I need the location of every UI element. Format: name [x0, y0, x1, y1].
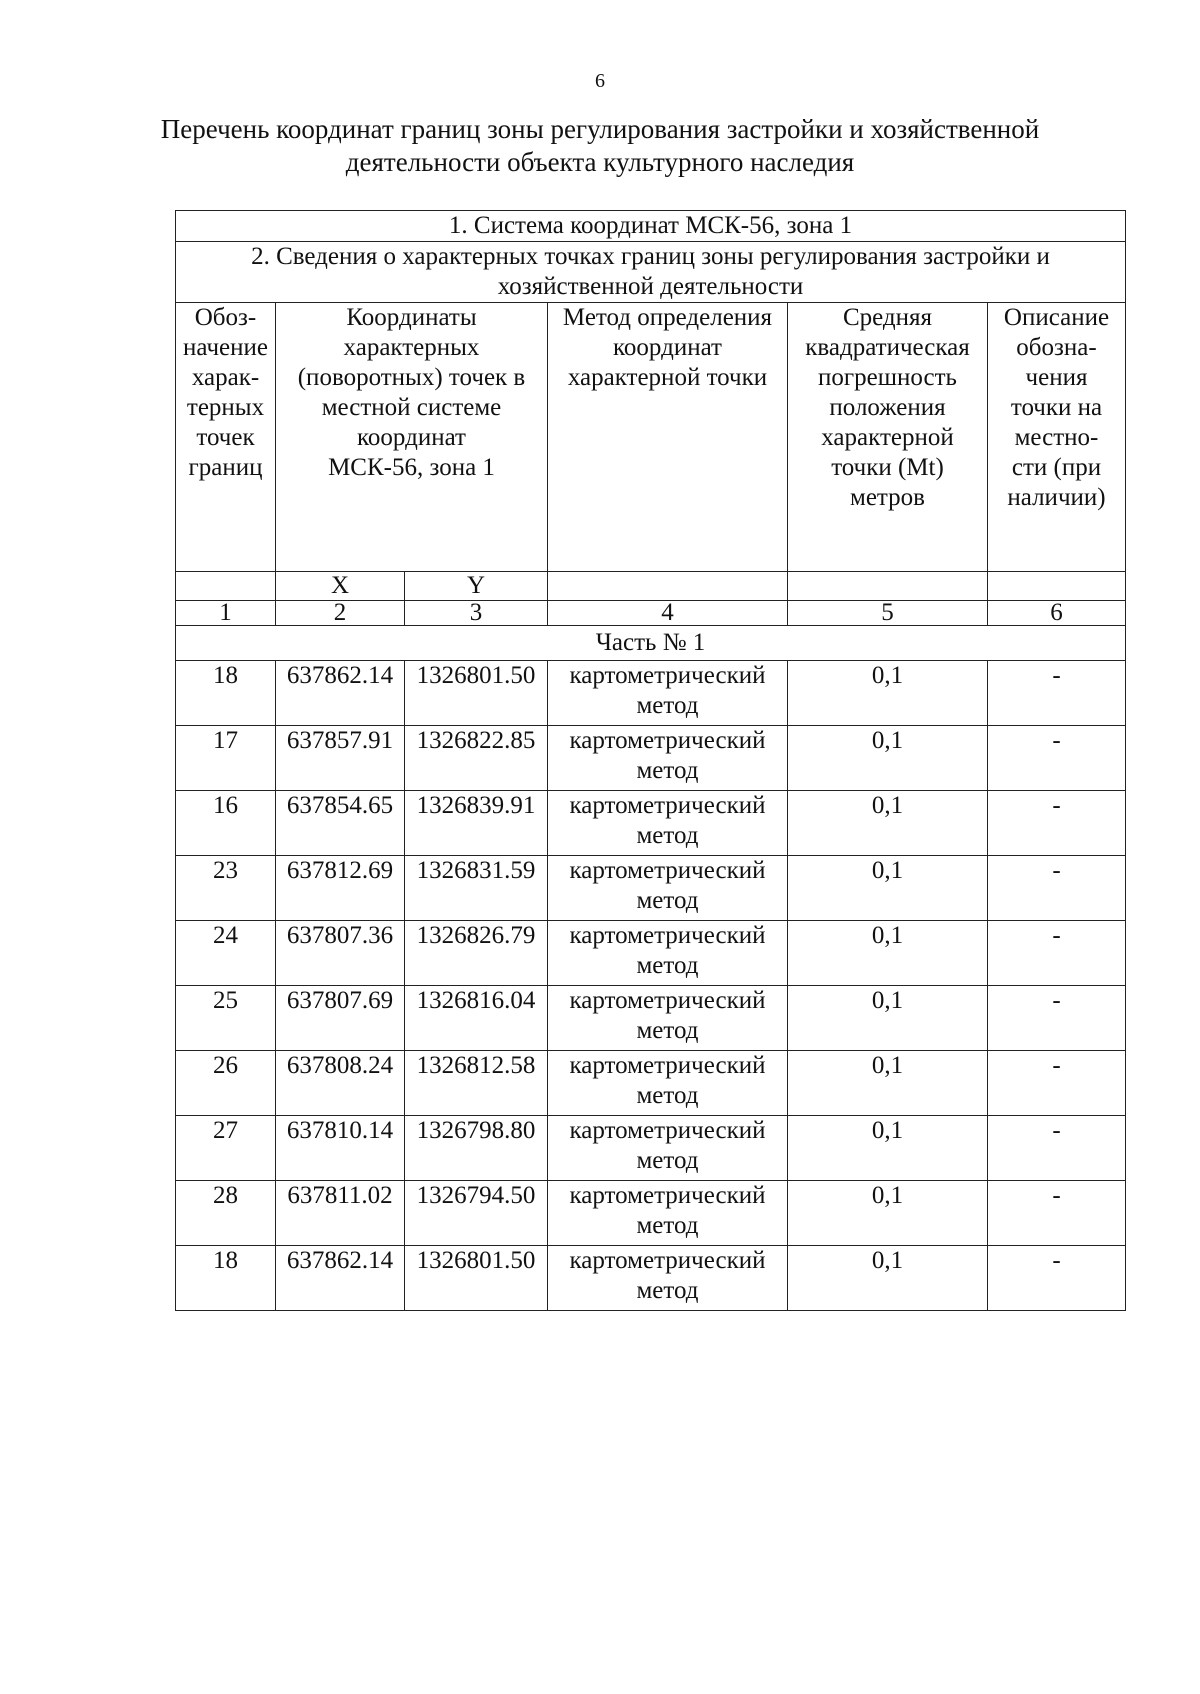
- column-number: 3: [405, 601, 548, 626]
- table-row: [176, 1246, 1126, 1311]
- method: картометрический метод: [548, 1116, 788, 1181]
- point-designation: 28: [176, 1181, 276, 1246]
- table-row: [176, 1116, 1126, 1181]
- mean-error: 0,1: [788, 1116, 988, 1181]
- table-row: [176, 1181, 1126, 1246]
- point-description: -: [988, 661, 1126, 726]
- header-point-designation: Обоз- начение харак- терных точек границ: [176, 303, 276, 572]
- header-description: Описание обозна- чения точки на местно- сти (при наличии): [988, 303, 1126, 572]
- point-description: -: [988, 1246, 1126, 1311]
- coordinate-x: 637812.69: [276, 856, 405, 921]
- table-row: [176, 921, 1126, 986]
- point-designation: 25: [176, 986, 276, 1051]
- column-number: 6: [988, 601, 1126, 626]
- coordinate-y: 1326826.79: [405, 921, 548, 986]
- mean-error: 0,1: [788, 791, 988, 856]
- table-row: [176, 791, 1126, 856]
- point-designation: 27: [176, 1116, 276, 1181]
- coordinate-y: 1326798.80: [405, 1116, 548, 1181]
- coordinate-x: 637807.36: [276, 921, 405, 986]
- coordinate-y: 1326794.50: [405, 1181, 548, 1246]
- title-line-2: деятельности объекта культурного наследия: [345, 147, 855, 177]
- method: картометрический метод: [548, 1181, 788, 1246]
- coordinate-system-cell: 1. Система координат МСК-56, зона 1: [176, 211, 1126, 242]
- coordinate-x: 637807.69: [276, 986, 405, 1051]
- method: картометрический метод: [548, 661, 788, 726]
- axis-empty-1: [176, 572, 276, 601]
- point-description: -: [988, 1116, 1126, 1181]
- axis-row: [176, 572, 1126, 601]
- point-designation: 24: [176, 921, 276, 986]
- point-designation: 18: [176, 1246, 276, 1311]
- axis-empty-4: [548, 572, 788, 601]
- coordinates-table: [175, 210, 1126, 1311]
- part-row: [176, 626, 1126, 661]
- point-description: -: [988, 791, 1126, 856]
- part-label: Часть № 1: [176, 626, 1126, 661]
- point-description: -: [988, 986, 1126, 1051]
- coordinate-x: 637808.24: [276, 1051, 405, 1116]
- coordinate-x: 637811.02: [276, 1181, 405, 1246]
- axis-empty-5: [788, 572, 988, 601]
- table-row: [176, 856, 1126, 921]
- page-number: 6: [595, 70, 605, 92]
- point-designation: 18: [176, 661, 276, 726]
- coordinate-y: 1326801.50: [405, 1246, 548, 1311]
- table-row: [176, 661, 1126, 726]
- method: картометрический метод: [548, 726, 788, 791]
- table-row: [176, 1051, 1126, 1116]
- mean-error: 0,1: [788, 661, 988, 726]
- mean-error: 0,1: [788, 986, 988, 1051]
- method: картометрический метод: [548, 1051, 788, 1116]
- column-number: 5: [788, 601, 988, 626]
- table-row: [176, 726, 1126, 791]
- mean-error: 0,1: [788, 856, 988, 921]
- points-info-cell: 2. Сведения о характерных точках границ зоны регулирования застройки и хозяйственной деятельности: [176, 242, 1126, 303]
- method: картометрический метод: [548, 856, 788, 921]
- coordinate-y: 1326812.58: [405, 1051, 548, 1116]
- point-description: -: [988, 1181, 1126, 1246]
- document-title: [120, 113, 1080, 179]
- header-method: Метод определения координат характерной точки: [548, 303, 788, 572]
- mean-error: 0,1: [788, 921, 988, 986]
- coordinate-y: 1326816.04: [405, 986, 548, 1051]
- section-row-1: [176, 211, 1126, 242]
- mean-error: 0,1: [788, 1051, 988, 1116]
- column-number: 2: [276, 601, 405, 626]
- point-description: -: [988, 726, 1126, 791]
- header-coordinates: Координаты характерных (поворотных) точек в местной системе координат МСК-56, зона 1: [276, 303, 548, 572]
- table-row: [176, 986, 1126, 1051]
- coordinate-x: 637862.14: [276, 1246, 405, 1311]
- point-designation: 23: [176, 856, 276, 921]
- coordinate-y: 1326839.91: [405, 791, 548, 856]
- point-designation: 17: [176, 726, 276, 791]
- axis-x: X: [276, 572, 405, 601]
- coordinate-y: 1326822.85: [405, 726, 548, 791]
- mean-error: 0,1: [788, 726, 988, 791]
- section-row-2: [176, 242, 1126, 303]
- point-description: -: [988, 1051, 1126, 1116]
- coordinates-table-wrapper: [175, 210, 1125, 1311]
- axis-empty-6: [988, 572, 1126, 601]
- column-number: 4: [548, 601, 788, 626]
- axis-y: Y: [405, 572, 548, 601]
- point-description: -: [988, 856, 1126, 921]
- coordinate-x: 637862.14: [276, 661, 405, 726]
- mean-error: 0,1: [788, 1246, 988, 1311]
- coordinate-x: 637854.65: [276, 791, 405, 856]
- column-number-row: [176, 601, 1126, 626]
- title-line-1: Перечень координат границ зоны регулирования застройки и хозяйственной: [160, 114, 1040, 144]
- method: картометрический метод: [548, 921, 788, 986]
- column-number: 1: [176, 601, 276, 626]
- method: картометрический метод: [548, 986, 788, 1051]
- header-row: [176, 303, 1126, 572]
- method: картометрический метод: [548, 1246, 788, 1311]
- header-mean-error: Средняя квадратическая погрешность положения характерной точки (Mt) метров: [788, 303, 988, 572]
- coordinate-y: 1326801.50: [405, 661, 548, 726]
- mean-error: 0,1: [788, 1181, 988, 1246]
- point-designation: 26: [176, 1051, 276, 1116]
- method: картометрический метод: [548, 791, 788, 856]
- coordinate-y: 1326831.59: [405, 856, 548, 921]
- point-description: -: [988, 921, 1126, 986]
- point-designation: 16: [176, 791, 276, 856]
- coordinate-x: 637857.91: [276, 726, 405, 791]
- coordinate-x: 637810.14: [276, 1116, 405, 1181]
